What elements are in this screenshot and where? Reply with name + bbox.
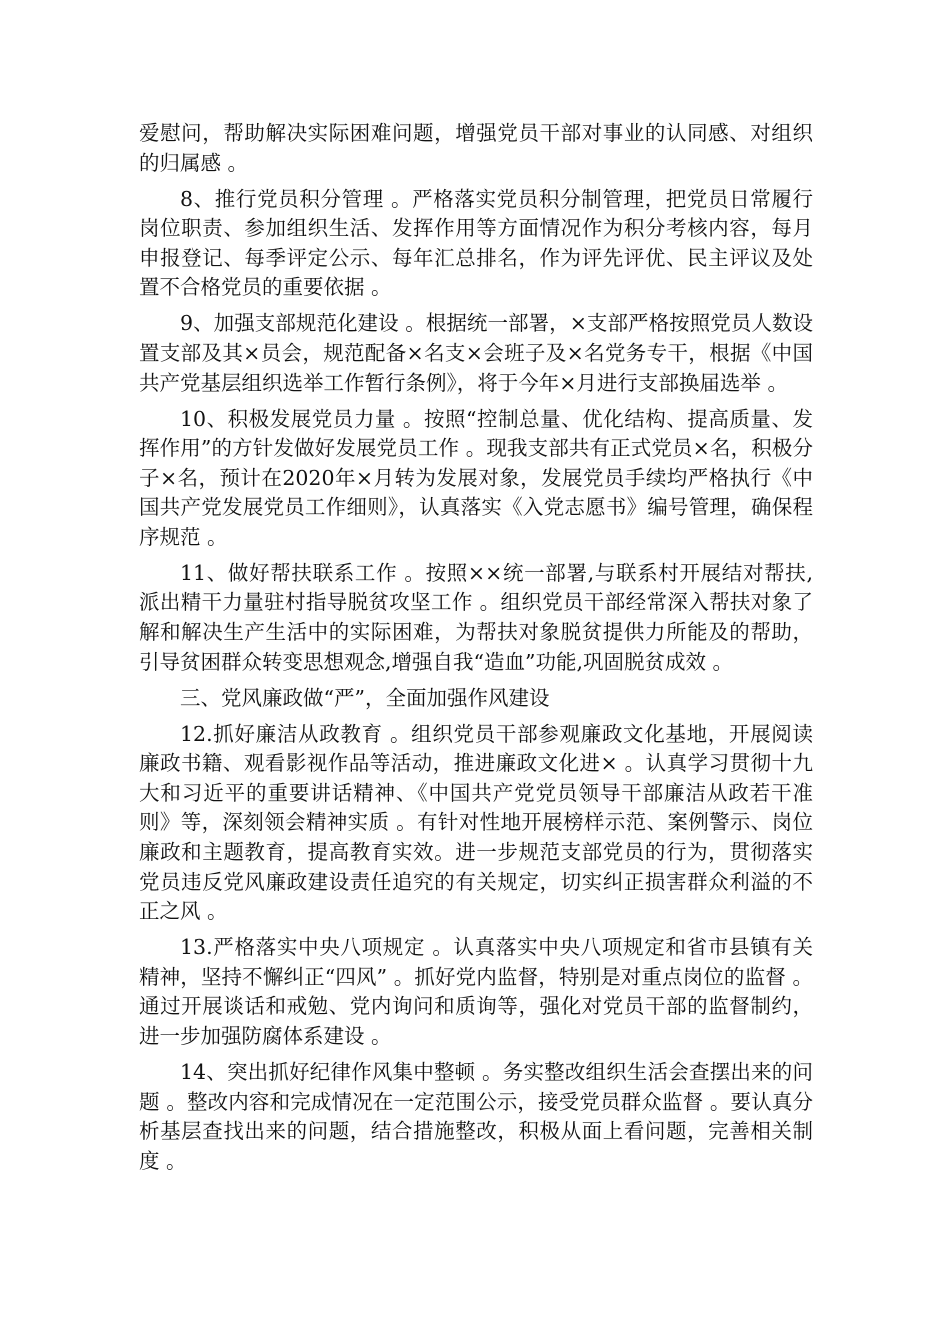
paragraph-continuation: 爱慰问，帮助解决实际困难问题，增强党员干部对事业的认同感、对组织的归属感 。 bbox=[139, 121, 813, 175]
paragraph-item-13: 13.严格落实中央八项规定 。认真落实中央八项规定和省市县镇有关精神，坚持不懈纠正“四风” 。抓好党内监督，特别是对重点岗位的监督 。通过开展谈话和戒勉、党内询问和质询等，强化对党员干部的监督制约，进一步加强防腐体系建设 。 bbox=[139, 935, 813, 1048]
paragraph-item-8: 8、推行党员积分管理 。严格落实党员积分制管理，把党员日常履行岗位职责、参加组织生活、发挥作用等方面情况作为积分考核内容，每月申报登记、每季评定公示、每年汇总排名，作为评先评优、民主评议及处置不合格党员的重要依据 。 bbox=[139, 186, 813, 300]
paragraph-item-10: 10、积极发展党员力量 。按照“控制总量、优化结构、提高质量、发挥作用”的方针发做好发展党员工作 。现我支部共有正式党员×名，积极分子×名，预计在2020年×月转为发展对象，发展党员手续均严格执行《中国共产党发展党员工作细则》，认真落实《入党志愿书》编号管理，确保程序规范 。 bbox=[139, 406, 813, 549]
section-heading-3: 三、党风廉政做“严”，全面加强作风建设 bbox=[180, 685, 550, 710]
paragraph-item-12: 12.抓好廉洁从政教育 。组织党员干部参观廉政文化基地，开展阅读廉政书籍、观看影视作品等活动，推进廉政文化进× 。认真学习贯彻十九大和习近平的重要讲话精神、《中国共产党党员领导干部廉洁从政若干准则》等，深刻领会精神实质 。有针对性地开展榜样示范、案例警示、岗位廉政和主题教育，提高教育实效。进一步规范支部党员的行为，贯彻落实党员违反党风廉政建设责任追究的有关规定，切实纠正损害群众利溢的不正之风 。 bbox=[139, 721, 813, 924]
paragraph-item-9: 9、加强支部规范化建设 。根据统一部署，×支部严格按照党员人数设置支部及其×员会，规范配备×名支×会班子及×名党务专干，根据《中国共产党基层组织选举工作暂行条例》，将于今年×月进行支部换届选举 。 bbox=[139, 311, 813, 395]
document-body bbox=[139, 119, 813, 1183]
paragraph-item-11: 11、做好帮扶联系工作 。按照××统一部署,与联系村开展结对帮扶,派出精干力量驻村指导脱贫攻坚工作 。组织党员干部经常深入帮扶对象了解和解决生产生活中的实际困难，为帮扶对象脱贫提供力所能及的帮助，引导贫困群众转变思想观念,增强自我“造血”功能,巩固脱贫成效 。 bbox=[139, 560, 813, 674]
paragraph-item-14: 14、突出抓好纪律作风集中整顿 。务实整改组织生活会查摆出来的问题 。整改内容和完成情况在一定范围公示，接受党员群众监督 。要认真分析基层查找出来的问题，结合措施整改，积极从面上看问题，完善相关制度 。 bbox=[139, 1059, 813, 1173]
